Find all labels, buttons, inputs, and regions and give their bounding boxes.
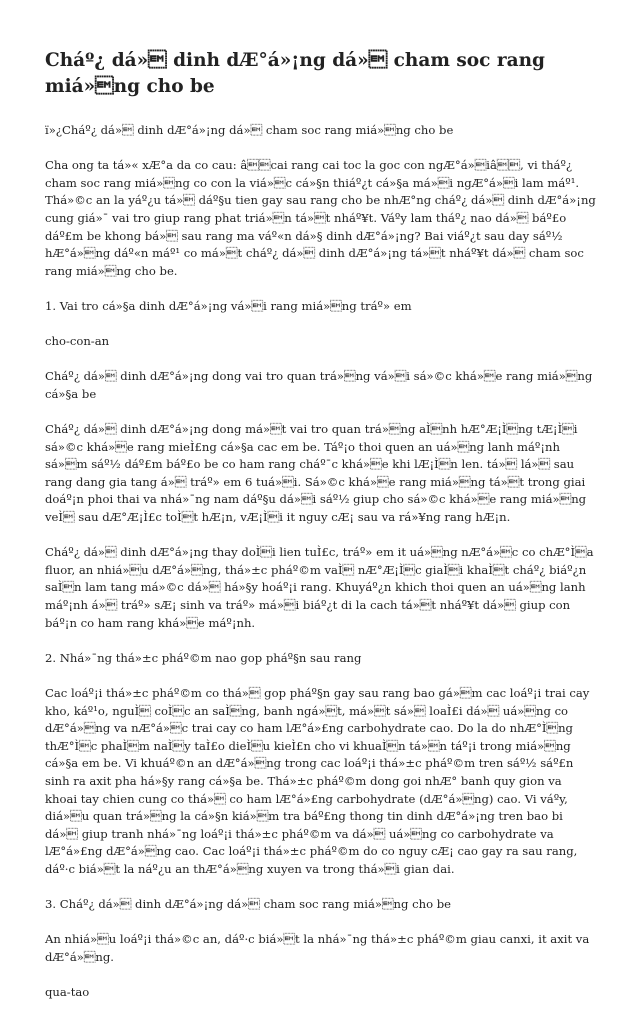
image-alt-text-2: qua-tao <box>45 985 90 1000</box>
section-heading-2: 2. Nhá»¯ng thá»±c pháº©m nao gop pháº§n sau rang <box>45 650 362 665</box>
paragraph-title-repeat: ï»¿Cháº¿ dá» dinh dÆ°á»¡ng dá» cham soc rang miá»ng cho be <box>45 123 454 137</box>
section-heading-3: 3. Cháº¿ dá» dinh dÆ°á»¡ng dá» cham soc rang miá»ng cho be <box>45 897 452 912</box>
paragraph-diet: An nhiá»u loáº¡i thá»©c an, dáº·c biá»t la nhá»¯ng thá»±c pháº©m giau canxi, it axit va dÆ°á»ng. <box>45 932 590 964</box>
section-heading-1: 1. Vai tro cá»§a dinh dÆ°á»¡ng vá»i rang miá»ng tráº» em <box>45 298 412 313</box>
paragraph-changes: Cháº¿ dá» dinh dÆ°á»¡ng thay doÌi lien tuÌ£c, tráº» em it uá»ng nÆ°á»c co chÆ°Ìa fluor, an nhiá»u dÆ°á»ng, thá»±c pháº©m vaÌ nÆ°Æ¡Ìc giaÌi khaÌt cháº¿ biáº¿n saÌn lam tang má»©c dá» há»§y hoáº¡i rang. Khuyáº¿n khich thoi quen an uá»ng lanh máº¡nh á» tráº» sÆ¡ sinh va tráº» má»i biáº¿t di la cach tá»t nháº¥t dá» giup con báº¡n co ham rang khá»e máº¡nh. <box>45 545 594 630</box>
paragraph-role: Cháº¿ dá» dinh dÆ°á»¡ng dong má»t vai tro quan trá»ng aÌnh hÆ°Æ¡Ìng tÆ¡Ìi sá»©c khá»e rang mieÌ£ng cá»§a cac em be. Táº¡o thoi quen an uá»ng lanh máº¡nh sá»m sáº½ dáº£m báº£o be co ham rang cháº¯c khá»e khi lÆ¡Ìn len. tá» lá» sau rang dang gia tang á» tráº» em 6 tuá»i. Sá»©c khá»e rang miá»ng tá»t trong giai doáº¡n phoi thai va nhá»¯ng nam dáº§u dá»i sáº½ giup cho sá»©c khá»e rang miá»ng veÌ sau dÆ°Æ¡Ì£c toÌt hÆ¡n, vÆ¡Ìi it nguy cÆ¡ sau va rá»¥ng rang hÆ¡n. <box>45 422 587 525</box>
paragraph-intro: Cha ong ta tá»« xÆ°a da co cau: âcai rang cai toc la goc con ngÆ°á»iâ, vi tháº¿ cham soc rang miá»ng co con la viá»c cá»§n thiáº¿t cá»§a má»i ngÆ°á»i lam máº¹. Thá»©c an la yáº¿u tá» dáº§u tien gay sau rang cho be nhÆ°ng cháº¿ dá» dinh dÆ°á»¡ng cung giá»¯ vai tro giup rang phat triá»n tá»t nháº¥t. Váºy lam tháº¿ nao dá» báº£o dáº£m be khong bá» sau rang ma váº«n dá»§ dinh dÆ°á»¡ng? Bai viáº¿t sau day sáº½ hÆ°á»ng dáº«n máº¹ co má»t cháº¿ dá» dinh dÆ°á»¡ng tá»t nháº¥t dá» cham soc rang miá»ng cho be. <box>45 158 596 278</box>
paragraph-foods: Cac loáº¡i thá»±c pháº©m co thá» gop pháº§n gay sau rang bao gá»m cac loáº¡i trai cay kho, káº¹o, nguÌ coÌc an saÌng, banh ngá»t, má»t sá» loaÌ£i dá» uá»ng co dÆ°á»ng va nÆ°á»c trai cay co ham lÆ°á»£ng carbohydrate cao. Do la do nhÆ°Ìng thÆ°Ìc phaÌm naÌy taÌ£o dieÌu kieÌ£n cho vi khuaÌn tá»n táº¡i trong miá»ng cá»§a em be. Vi khuáº©n an dÆ°á»ng trong cac loáº¡i thá»±c pháº©m tren sáº½ sáº£n sinh ra axit pha há»§y rang cá»§a be. Thá»±c pháº©m dong goi nhÆ° banh quy gion va khoai tay chien cung co thá» co ham lÆ°á»£ng carbohydrate (dÆ°á»ng) cao. Vi váºy, diá»u quan trá»ng la cá»§n kiá»m tra báº£ng thong tin dinh dÆ°á»¡ng tren bao bi dá» giup tranh nhá»¯ng loáº¡i thá»±c pháº©m va dá» uá»ng co carbohydrate va lÆ°á»£ng dÆ°á»ng cao. Cac loáº¡i thá»±c pháº©m do co nguy cÆ¡ cao gay ra sau rang, dáº·c biá»t la náº¿u an thÆ°á»ng xuyen va trong thá»i gian dai. <box>45 686 590 876</box>
image-caption: Cháº¿ dá» dinh dÆ°á»¡ng dong vai tro quan trá»ng vá»i sá»©c khá»e rang miá»ng cá»§a be <box>45 369 593 401</box>
page-title: Cháº¿ dá» dinh dÆ°á»¡ng dá» cham soc rang miá»ng cho be <box>45 50 545 97</box>
image-alt-text: cho-con-an <box>45 334 110 349</box>
article-body <box>45 122 597 1019</box>
